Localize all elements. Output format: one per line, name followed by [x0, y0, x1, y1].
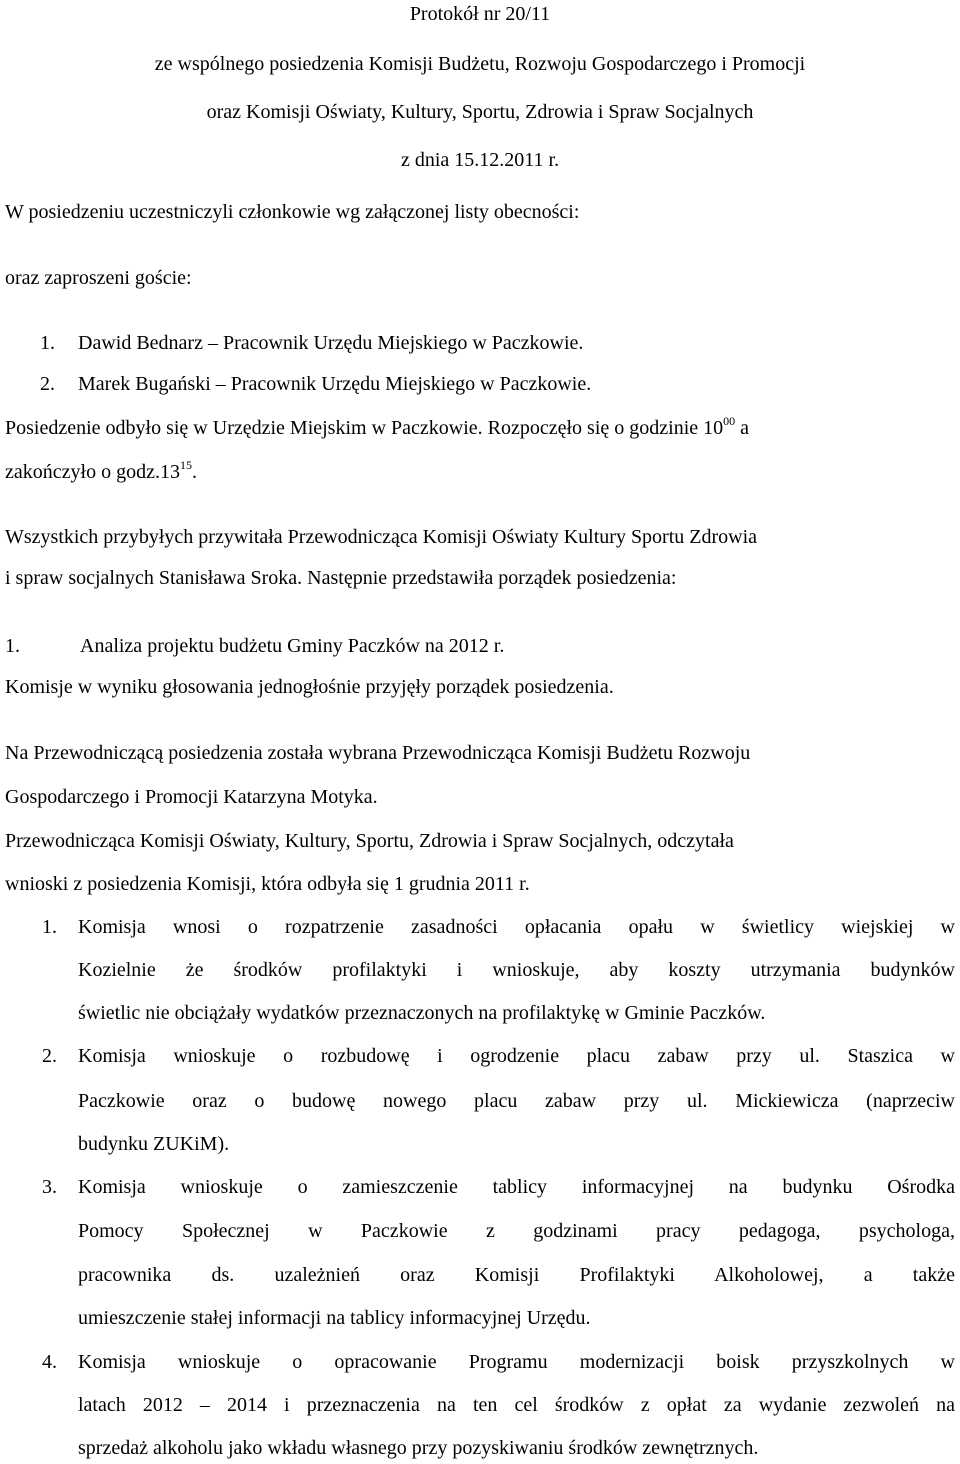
document-date: z dnia 15.12.2011 r.	[400, 149, 560, 171]
welcome-text: i spraw socjalnych Stanisława Sroka. Następnie przedstawiła porządek posiedzenia:	[5, 567, 677, 589]
motion-number: 1.	[42, 916, 57, 938]
agenda-number: 1.	[5, 635, 20, 657]
motion-text: Pomocy Społecznej w Paczkowie z godzinami pracy pedagoga, psychologa,	[78, 1220, 955, 1242]
motion-text: Komisja wnosi o rozpatrzenie zasadności opłacania opału w świetlicy wiejskiej w	[78, 916, 955, 938]
session-text: a	[735, 417, 750, 439]
motion-text: pracownika ds. uzależnień oraz Komisji Profilaktyki Alkoholowej, a także	[78, 1264, 955, 1286]
session-text: Posiedzenie odbyło się w Urzędzie Miejskim w Paczkowie. Rozpoczęło się o godzinie 10	[5, 417, 724, 439]
document-subtitle: ze wspólnego posiedzenia Komisji Budżetu, Rozwoju Gospodarczego i Promocji	[154, 53, 806, 75]
motion-text: Komisja wnioskuje o rozbudowę i ogrodzenie placu zabaw przy ul. Staszica w	[78, 1045, 955, 1067]
document-subtitle: oraz Komisji Oświaty, Kultury, Sportu, Zdrowia i Spraw Socjalnych	[206, 101, 754, 123]
motion-text: umieszczenie stałej informacji na tablicy informacyjnej Urzędu.	[78, 1307, 591, 1329]
chair-text: Na Przewodniczącą posiedzenia została wybrana Przewodnicząca Komisji Budżetu Rozwoju	[5, 742, 751, 764]
motion-text: latach 2012 – 2014 i przeznaczenia na ten cel środków z opłat za wydanie zezwoleń na	[78, 1394, 955, 1416]
motion-text: Paczkowie oraz o budowę nowego placu zabaw przy ul. Mickiewicza (naprzeciw	[78, 1090, 955, 1112]
guest-number: 1.	[40, 332, 55, 354]
guest-text: Marek Bugański – Pracownik Urzędu Miejskiego w Paczkowie.	[78, 373, 592, 395]
motion-text: Komisja wnioskuje o zamieszczenie tablicy informacyjnej na budynku Ośrodka	[78, 1176, 955, 1198]
start-minutes: 00	[723, 414, 736, 428]
motion-number: 2.	[42, 1045, 57, 1067]
motion-number: 3.	[42, 1176, 57, 1198]
motion-text: Komisja wnioskuje o opracowanie Programu modernizacji boisk przyszkolnych w	[78, 1351, 955, 1373]
motion-text: Kozielnie że środków profilaktyki i wnioskuje, aby koszty utrzymania budynków	[78, 959, 955, 981]
agenda-vote-text: Komisje w wyniku głosowania jednogłośnie przyjęły porządek posiedzenia.	[5, 676, 614, 698]
attendance-text: W posiedzeniu uczestniczyli członkowie wg załączonej listy obecności:	[5, 201, 580, 223]
end-minutes: 15	[179, 458, 192, 472]
session-text: .	[191, 461, 197, 483]
guest-text: Dawid Bednarz – Pracownik Urzędu Miejskiego w Paczkowie.	[78, 332, 584, 354]
guest-number: 2.	[40, 373, 55, 395]
document-title: Protokół nr 20/11	[409, 3, 551, 25]
session-text: zakończyło o godz.13	[5, 461, 180, 483]
motion-text: świetlic nie obciążały wydatków przeznaczonych na profilaktykę w Gminie Paczków.	[78, 1002, 766, 1024]
agenda-text: Analiza projektu budżetu Gminy Paczków na 2012 r.	[80, 635, 505, 657]
session-time-text	[5, 416, 955, 440]
reading-text: wnioski z posiedzenia Komisji, która odbyła się 1 grudnia 2011 r.	[5, 873, 530, 895]
guests-heading: oraz zaproszeni goście:	[5, 267, 192, 289]
session-time-text	[5, 460, 955, 484]
welcome-text: Wszystkich przybyłych przywitała Przewodnicząca Komisji Oświaty Kultury Sportu Zdrowia	[5, 526, 758, 548]
chair-text: Gospodarczego i Promocji Katarzyna Motyka.	[5, 786, 378, 808]
motion-text: budynku ZUKiM).	[78, 1133, 230, 1155]
motion-text: sprzedaż alkoholu jako wkładu własnego przy pozyskiwaniu środków zewnętrznych.	[78, 1437, 759, 1459]
reading-text: Przewodnicząca Komisji Oświaty, Kultury, Sportu, Zdrowia i Spraw Socjalnych, odczytała	[5, 830, 734, 852]
motion-number: 4.	[42, 1351, 57, 1373]
